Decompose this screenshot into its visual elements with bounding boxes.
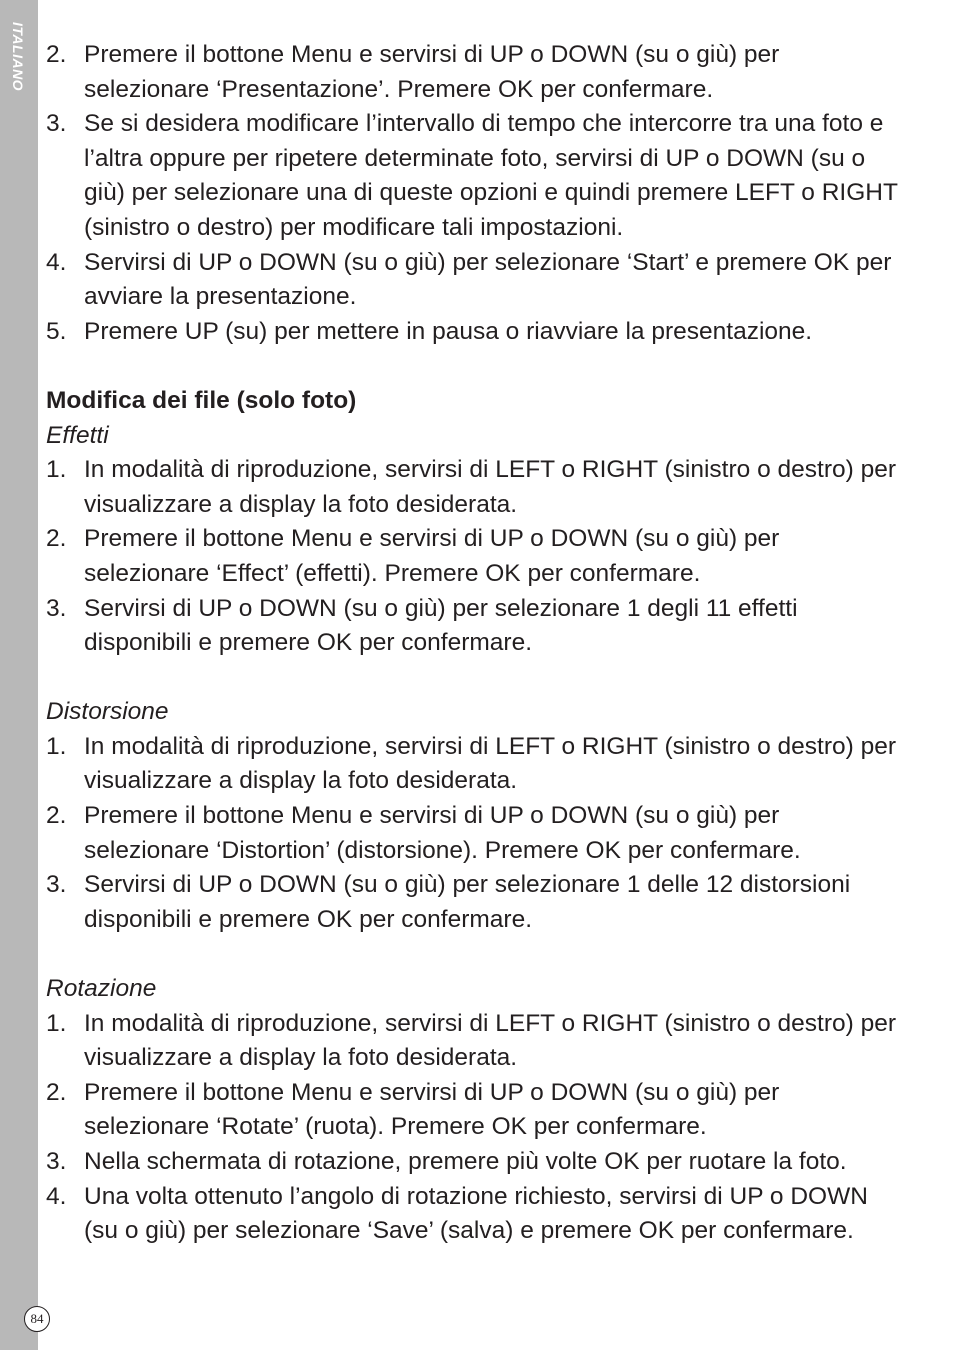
list-number: 1. [46,1009,67,1037]
intro-list [46,38,906,349]
spacer [46,661,906,696]
section-heading: Modifica dei file (solo foto) [46,386,357,414]
subsection-title-rotazione: Rotazione [46,975,157,1003]
list-item [46,38,906,107]
list-number: 3. [46,1148,67,1175]
list-text: Una volta ottenuto l’angolo di rotazione richiesto, servirsi di UP o DOWN (su o giù) per selezionare ‘Save’ (salva) e premere OK per confermare. [84,1182,868,1245]
list-text: In modalità di riproduzione, servirsi di LEFT o RIGHT (sinistro o destro) per visualizzare a display la foto desiderata. [84,1009,896,1072]
list-text: Premere il bottone Menu e servirsi di UP o DOWN (su o giù) per selezionare ‘Presentazione’. Premere OK per confermare. [84,41,780,103]
list-text: Nella schermata di rotazione, premere più volte OK per ruotare la foto. [84,1148,847,1175]
page-content [46,38,906,1249]
list-number: 2. [46,41,67,68]
list-number: 3. [46,871,67,899]
list-text: In modalità di riproduzione, servirsi di LEFT o RIGHT (sinistro o destro) per visualizzare a display la foto desiderata. [84,732,896,795]
list-text: Servirsi di UP o DOWN (su o giù) per selezionare ‘Start’ e premere OK per avviare la presentazione. [84,248,892,311]
effetti-list [46,453,906,661]
distorsione-list [46,730,906,938]
list-item [46,592,906,661]
language-side-tab [0,0,38,1350]
list-number: 3. [46,594,67,622]
list-number: 3. [46,110,67,138]
list-item [46,522,906,591]
list-number: 2. [46,525,67,553]
list-item [46,453,906,522]
list-item [46,107,906,245]
list-number: 1. [46,732,67,760]
list-text: Premere il bottone Menu e servirsi di UP o DOWN (su o giù) per selezionare ‘Rotate’ (ruota). Premere OK per confermare. [84,1078,780,1141]
list-item [46,868,906,937]
rotazione-list [46,1007,906,1249]
list-text: Servirsi di UP o DOWN (su o giù) per selezionare 1 degli 11 effetti disponibili e premere OK per confermare. [84,594,798,657]
list-number: 4. [46,248,67,276]
list-item [46,799,906,868]
list-text: Se si desidera modificare l’intervallo di tempo che intercorre tra una foto e l’altra oppure per ripetere determinate foto, servirsi di UP o DOWN (su o giù) per selezionare una di queste opzioni e quindi premere LEFT o RIGHT (sinistro o destro) per modificare tali impostazioni. [84,110,898,241]
spacer [46,349,906,384]
list-item [46,1007,906,1076]
list-number: 4. [46,1182,67,1210]
list-item [46,730,906,799]
list-text: Premere il bottone Menu e servirsi di UP o DOWN (su o giù) per selezionare ‘Distortion’ (distorsione). Premere OK per confermare. [84,802,801,864]
list-number: 2. [46,802,67,830]
list-item [46,246,906,315]
page-number: 84 [24,1306,50,1332]
subsection-title-distorsione: Distorsione [46,698,169,726]
list-item [46,1076,906,1145]
list-item [46,315,906,350]
list-number: 5. [46,317,67,345]
spacer [46,937,906,972]
subsection-title-effetti: Effetti [46,421,109,449]
list-item [46,1180,906,1249]
list-text: Premere il bottone Menu e servirsi di UP o DOWN (su o giù) per selezionare ‘Effect’ (effetti). Premere OK per confermare. [84,525,780,587]
list-number: 1. [46,456,67,484]
language-label: ITALIANO [10,22,26,92]
list-number: 2. [46,1078,67,1106]
list-text: In modalità di riproduzione, servirsi di LEFT o RIGHT (sinistro o destro) per visualizzare a display la foto desiderata. [84,456,896,518]
list-text: Premere UP (su) per mettere in pausa o riavviare la presentazione. [84,317,813,345]
list-text: Servirsi di UP o DOWN (su o giù) per selezionare 1 delle 12 distorsioni disponibili e premere OK per confermare. [84,871,851,933]
list-item [46,1145,906,1180]
